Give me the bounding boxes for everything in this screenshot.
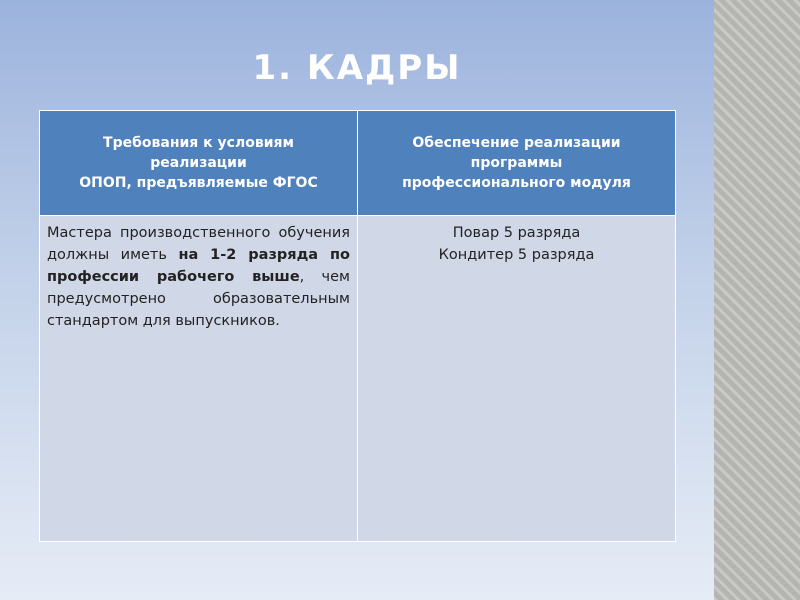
header-provision xyxy=(358,111,676,216)
provision-item: Повар 5 разряда xyxy=(452,225,581,241)
requirement-text: Мастера производственного обучения должны иметь xyxy=(47,225,350,263)
header-line: программы xyxy=(470,155,563,171)
header-line: Обеспечение реализации xyxy=(412,135,621,151)
table-row xyxy=(40,216,676,542)
header-line: реализации xyxy=(150,155,247,171)
requirements-table xyxy=(39,110,676,542)
table-header-row xyxy=(40,111,676,216)
header-line: ОПОП, предъявляемые ФГОС xyxy=(79,175,318,191)
header-line: профессионального модуля xyxy=(402,175,631,191)
decorative-stripe xyxy=(714,0,800,600)
provision-item: Кондитер 5 разряда xyxy=(438,247,595,263)
header-requirements xyxy=(40,111,358,216)
slide-title: 1. КАДРЫ xyxy=(252,48,462,88)
provision-cell xyxy=(358,216,676,542)
header-line: Требования к условиям xyxy=(103,135,294,151)
requirement-emphasis: на 1-2 разряда по профессии рабочего выше xyxy=(47,247,350,285)
requirement-text-end: , чем предусмотрено образовательным стандартом для выпускников. xyxy=(47,269,350,329)
requirement-cell xyxy=(40,216,358,542)
